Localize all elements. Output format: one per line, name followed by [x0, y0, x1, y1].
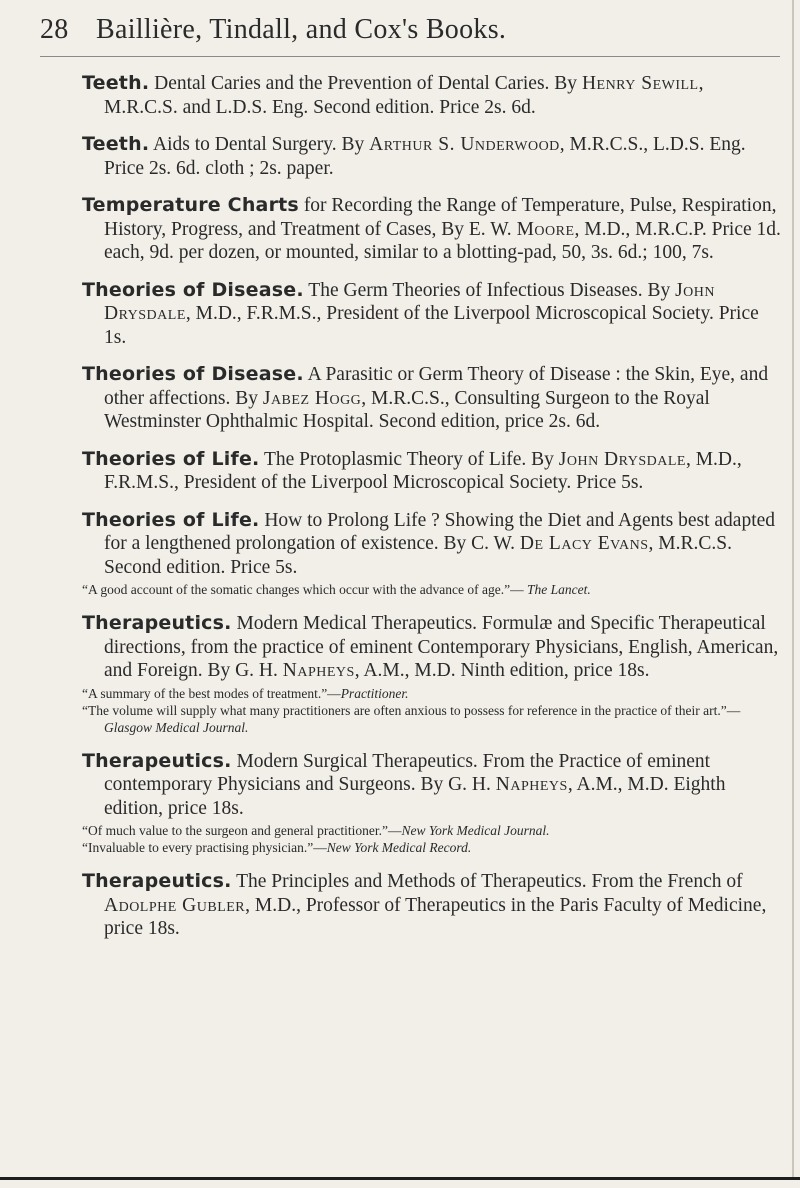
- entry-author: John Drysdale: [558, 448, 686, 470]
- book-entry: [82, 870, 782, 941]
- review-quote: “Of much value to the surgeon and general practitioner.”—New York Medical Journal.: [82, 823, 550, 838]
- entry-text: Therapeutics. The Principles and Methods of Therapeutics. From the French of Adolphe Gubler, M.D., Professor of Therapeutics in the Paris Faculty of Medicine, price 18s.: [82, 870, 767, 939]
- review-quote: “The volume will supply what many practitioners are often anxious to possess for reference in the practice of their art.”—Glasgow Medical Journal.: [82, 702, 741, 735]
- book-entry: [82, 750, 782, 857]
- quote-source: The Lancet.: [526, 582, 591, 597]
- entry-heading: Teeth.: [82, 133, 150, 155]
- quote-source: Practitioner.: [340, 685, 409, 701]
- entry-text: Therapeutics. Modern Surgical Therapeutics. From the Practice of eminent contemporary Physicians and Surgeons. By G. H. Napheys, A.M., M.D. Eighth edition, price 18s.: [82, 749, 726, 819]
- entry-author: John Drysdale: [104, 279, 716, 324]
- entry-heading: Therapeutics.: [82, 870, 232, 892]
- book-entry: [82, 509, 782, 599]
- bottom-rule: [0, 1177, 800, 1180]
- page-edge-shadow: [792, 0, 794, 1180]
- entry-text: Teeth. Dental Caries and the Prevention of Dental Caries. By Henry Sewill, M.R.C.S. and L.D.S. Eng. Second edition. Price 2s. 6d.: [82, 72, 704, 118]
- entry-author: Henry Sewill: [581, 73, 699, 94]
- entry-author: Jabez Hogg: [262, 387, 362, 409]
- entry-heading: Temperature Charts: [82, 194, 299, 216]
- book-entry: [82, 612, 782, 736]
- entry-author: Napheys: [495, 774, 568, 795]
- entry-heading: Theories of Disease.: [82, 363, 304, 385]
- book-list: [82, 72, 782, 955]
- entry-text: Theories of Life. How to Prolong Life ? Showing the Diet and Agents best adapted for a lengthened prolongation of existence. By C. W. De Lacy Evans, M.R.C.S. Second edition. Price 5s.: [82, 508, 776, 578]
- entry-text: Theories of Life. The Protoplasmic Theory of Life. By John Drysdale, M.D., F.R.M.S., President of the Liverpool Microscopical Society. Price 5s.: [82, 447, 742, 493]
- book-entry: [82, 194, 782, 265]
- entry-author: Moore: [516, 218, 575, 240]
- entry-author: Arthur S. Underwood: [369, 134, 560, 155]
- entry-text: Theories of Disease. A Parasitic or Germ Theory of Disease : the Skin, Eye, and other affections. By Jabez Hogg, M.R.C.S., Consulting Surgeon to the Royal Westminster Ophthalmic Hospital. Second edition, price 2s. 6d.: [82, 363, 769, 432]
- book-entry: [82, 363, 782, 434]
- entry-text: Teeth. Aids to Dental Surgery. By Arthur S. Underwood, M.R.C.S., L.D.S. Eng. Price 2s. 6d. cloth ; 2s. paper.: [82, 133, 746, 179]
- entry-text: Temperature Charts for Recording the Range of Temperature, Pulse, Respiration, History, Progress, and Treatment of Cases, By E. W. Moore, M.D., M.R.C.P. Price 1d. each, 9d. per dozen, or mounted, similar to a blotting-pad, 50, 3s. 6d.; 100, 7s.: [82, 194, 781, 263]
- book-entry: [82, 72, 782, 119]
- entry-heading: Therapeutics.: [82, 612, 232, 634]
- book-entry: [82, 279, 782, 350]
- review-quote: “A good account of the somatic changes which occur with the advance of age.”— The Lancet.: [82, 582, 591, 597]
- review-quote: “A summary of the best modes of treatment.”—Practitioner.: [82, 685, 409, 701]
- page-header: [40, 14, 780, 57]
- entry-heading: Theories of Life.: [82, 508, 260, 531]
- entry-heading: Therapeutics.: [82, 749, 232, 772]
- page-title: Baillière, Tindall, and Cox's Books.: [96, 14, 507, 45]
- book-entry: [82, 448, 782, 495]
- book-entry: [82, 133, 782, 180]
- entry-heading: Theories of Disease.: [82, 278, 304, 301]
- review-quote: “Invaluable to every practising physician.”—New York Medical Record.: [82, 840, 472, 855]
- entry-heading: Theories of Life.: [82, 447, 260, 470]
- entry-author: Napheys: [282, 660, 355, 681]
- page-number: 28: [40, 14, 69, 45]
- entry-text: Therapeutics. Modern Medical Therapeutics. Formulæ and Specific Therapeutical directions, from the practice of eminent Contemporary Physicians, English, American, and Foreign. By G. H. Napheys, A.M., M.D. Ninth edition, price 18s.: [82, 612, 779, 681]
- quote-source: Glasgow Medical Journal.: [104, 719, 249, 735]
- entry-heading: Teeth.: [82, 72, 150, 94]
- entry-author: Adolphe Gubler: [104, 894, 246, 916]
- entry-author: De Lacy Evans: [519, 533, 649, 554]
- entry-text: Theories of Disease. The Germ Theories of Infectious Diseases. By John Drysdale, M.D., F.R.M.S., President of the Liverpool Microscopical Society. Price 1s.: [82, 278, 759, 348]
- quote-source: New York Medical Record.: [326, 840, 472, 855]
- quote-source: New York Medical Journal.: [401, 823, 550, 838]
